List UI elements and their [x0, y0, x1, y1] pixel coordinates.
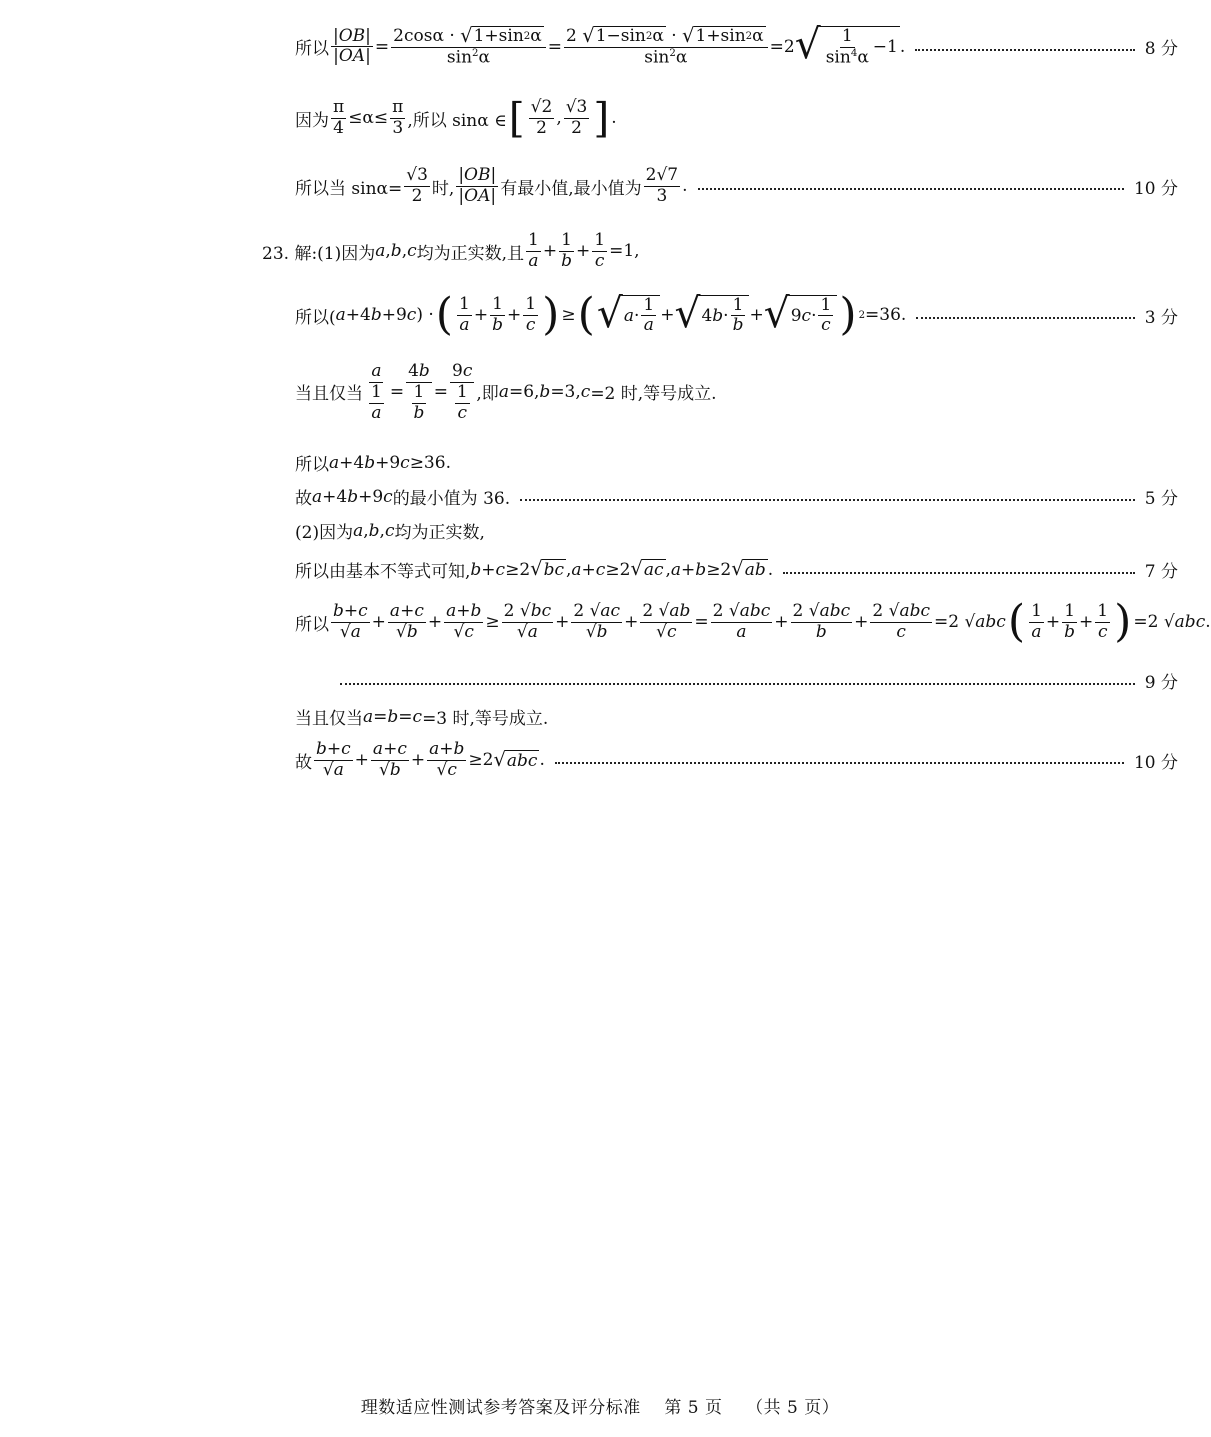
line-content: 所以 a +4 b +9 c ≥36.: [295, 452, 451, 475]
line-content: 因为 $\frac{\pi}{4}$ ≤α≤ $\frac{\pi}{3}$ ,所以 sinα ∈ [ $\frac{√2}{2}$ , $\frac{√3}{2}$ ] .: [295, 94, 617, 142]
score-label: 8 分: [1144, 39, 1178, 60]
line-content: 故 $\frac{b+c}{√a}$ + $\frac{a+c}{√b}$ + $\frac{a+b}{√c}$ ≥2 √ abc .: [295, 739, 545, 780]
score-label: 10 分: [1133, 178, 1178, 199]
solution-line: [295, 450, 1178, 475]
dot-leader: [916, 317, 1134, 319]
line-content: 23. 解:(1)因为 a , b , c 均为正实数,且 $\frac{1}{a}$ + $\frac{1}{b}$ + $\frac{1}{c}$ =1,: [262, 230, 640, 271]
line-content: 所以由基本不等式可知, b + c ≥2 √ bc , a + c ≥2 √ ac , a + b ≥2 √ ab .: [295, 557, 774, 582]
dot-leader: [783, 572, 1135, 574]
solution-line: [295, 740, 1178, 780]
dot-leader: [698, 188, 1124, 190]
line-content: 所以 $\frac{|OB|}{|OA|}$ = 2cosα · √ 1+sin 2 α $\sin^2\alpha$ = 2 √ 1−sin 2 α · √ 1+sin 2 α $\sin^2\alpha$ =2 √ $\frac{1}{\sin^4\alpha}$ −1 .: [295, 20, 906, 68]
line-content: (2)因为 a , b , c 均为正实数,: [295, 520, 485, 543]
dot-leader: [340, 683, 1135, 685]
solution-line: [295, 484, 1178, 509]
solution-line: [295, 557, 1178, 582]
line-content: 所以当 sinα= $\frac{√3}{2}$ 时, $\frac{|OB|}{|OA|}$ 有最小值,最小值为 $\frac{2√7}{3}$ .: [295, 165, 688, 206]
solution-line: [295, 166, 1178, 206]
solution-line: [340, 668, 1178, 693]
line-content: 所以( a +4 b +9 c ) · ( $\frac{1}{a}$ + $\frac{1}{b}$ + $\frac{1}{c}$ ) ≥ ( √ a · $\frac{1}{a}$ + √ 4 b · $\frac{1}{b}$ + √ 9 c · $\frac{1}{c}$ ) 2 =36.: [295, 288, 907, 340]
dot-leader: [555, 762, 1124, 764]
line-content: 当且仅当 $\frac{a}{\frac{1}{a}}$ = $\frac{4b}{\frac{1}{b}}$ = $\frac{9c}{\frac{1}{c}}$ ,即 a =6, b =3, c =2 时,等号成立.: [295, 361, 717, 423]
footer-total-pages: （共 5 页）: [746, 1398, 840, 1418]
score-label: 7 分: [1144, 562, 1178, 582]
solution-line: [295, 288, 1178, 340]
page-footer: [0, 1393, 1200, 1418]
solution-line: [295, 704, 1178, 729]
solution-line: [295, 360, 1178, 423]
footer-page-number: 第 5 页: [664, 1398, 723, 1418]
solution-line: [295, 518, 1178, 543]
score-label: 10 分: [1133, 752, 1178, 773]
solution-line: [295, 20, 1178, 68]
line-content: 故 a +4 b +9 c 的最小值为 36.: [295, 486, 511, 509]
dot-leader: [915, 49, 1135, 51]
line-content: 当且仅当 a = b = c =3 时,等号成立.: [295, 706, 549, 729]
score-label: 9 分: [1144, 673, 1178, 693]
solution-line: [295, 94, 1178, 142]
score-label: 3 分: [1144, 307, 1178, 328]
problem-23-heading: [262, 231, 1178, 271]
solution-line: [295, 596, 1211, 647]
dot-leader: [520, 499, 1135, 501]
line-content: 所以 $\frac{b+c}{√a}$ + $\frac{a+c}{√b}$ + $\frac{a+b}{√c}$ ≥ $\frac{2 √bc}{√a}$ + $\frac{2 √ac}{√b}$ + $\frac{2 √ab}{√c}$ = $\frac{\text{2 √abc}}{a}$ + $\frac{\text{2 √abc}}{b}$ + $\frac{\text{2 √abc}}{c}$ =2 √ abc ( $\frac{1}{a}$ + $\frac{1}{b}$ + $\frac{1}{c}$ ) =2 √ abc .: [295, 596, 1211, 647]
footer-title: 理数适应性测试参考答案及评分标准: [360, 1398, 641, 1418]
score-label: 5 分: [1144, 489, 1178, 509]
